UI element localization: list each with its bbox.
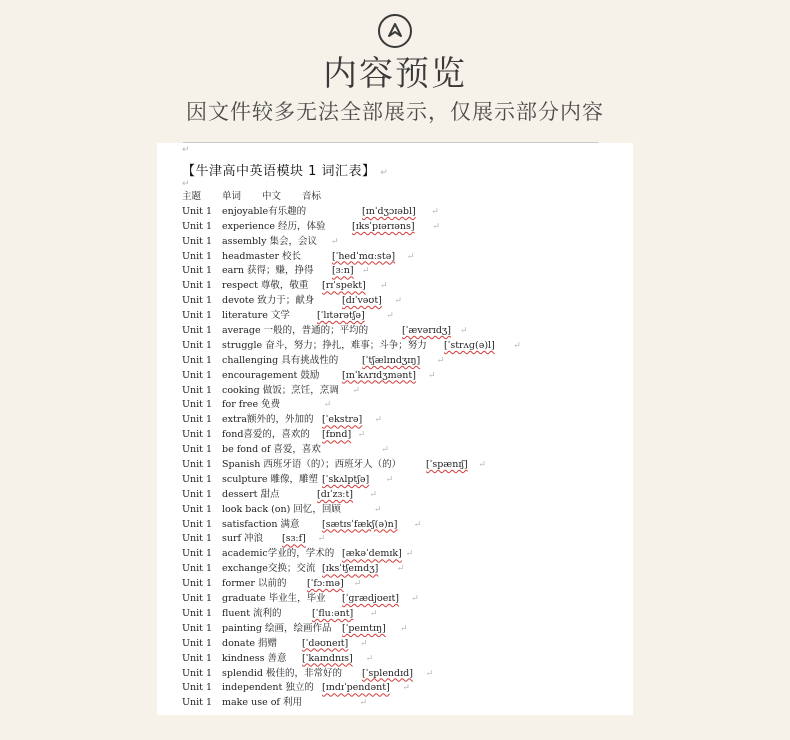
table-row xyxy=(182,443,622,458)
page-title: 内容预览 xyxy=(323,54,467,94)
word-cell: respect 尊敬，敬重 xyxy=(222,280,309,292)
paragraph-mark: ↵ xyxy=(386,311,394,322)
word-cell: satisfaction 满意 xyxy=(222,518,300,530)
paragraph-mark: ↵ xyxy=(460,326,468,337)
unit-cell: Unit 1 xyxy=(182,205,213,217)
table-row xyxy=(182,532,622,547)
table-row xyxy=(182,652,622,667)
unit-cell: Unit 1 xyxy=(182,295,213,307)
word-cell: devote 致力于；献身 xyxy=(222,295,315,307)
phonetic-cell: [ˈɡrædjʊeɪt] xyxy=(342,593,399,605)
phonetic-cell: [fɒnd] xyxy=(322,429,352,441)
paragraph-mark: ↵ xyxy=(400,623,408,634)
table-row xyxy=(182,577,622,592)
table-row xyxy=(182,384,622,399)
unit-cell: Unit 1 xyxy=(182,250,213,262)
table-row xyxy=(182,354,622,369)
table-row xyxy=(182,667,622,682)
paragraph-mark: ↵ xyxy=(478,460,486,471)
unit-cell: Unit 1 xyxy=(182,682,213,694)
phonetic-cell: [ˈkaɪndnɪs] xyxy=(302,652,353,664)
paragraph-mark: ↵ xyxy=(370,608,378,619)
phonetic-cell: [ˈlɪtərətʃə] xyxy=(317,310,365,322)
paragraph-mark: ↵ xyxy=(413,519,422,530)
table-row xyxy=(182,428,622,443)
word-cell: experience 经历，体验 xyxy=(222,220,326,232)
word-cell: enjoyable有乐趣的 xyxy=(222,205,307,217)
word-cell: fond喜爱的，喜欢的 xyxy=(222,429,310,441)
table-row xyxy=(182,294,622,309)
document-preview xyxy=(157,143,633,715)
table-row xyxy=(182,458,622,473)
word-cell: painting 绘画，绘画作品 xyxy=(222,622,332,634)
paragraph-mark: ↵ xyxy=(357,430,366,441)
phonetic-cell: [sætɪsˈfækʃ(ə)n] xyxy=(322,518,398,530)
paragraph-mark: ↵ xyxy=(317,534,326,545)
table-row xyxy=(182,220,622,235)
vocabulary-list xyxy=(182,190,622,711)
word-cell: earn 获得；赚，挣得 xyxy=(222,265,314,277)
phonetic-cell: [ˈhedˈmɑːstə] xyxy=(332,250,396,262)
unit-cell: Unit 1 xyxy=(182,518,213,530)
word-cell: assembly 集会，会议 xyxy=(222,235,318,247)
paragraph-mark: ↵ xyxy=(431,206,439,217)
word-cell: extra额外的，外加的 xyxy=(222,414,314,426)
word-cell: Spanish 西班牙语（的）；西班牙人（的） xyxy=(222,459,402,471)
table-row xyxy=(182,398,622,413)
table-row xyxy=(182,562,622,577)
unit-cell: Unit 1 xyxy=(182,235,213,247)
word-cell: challenging 具有挑战性的 xyxy=(222,354,339,366)
unit-cell: Unit 1 xyxy=(182,459,213,471)
paragraph-mark: ↵ xyxy=(394,296,402,307)
unit-cell: Unit 1 xyxy=(182,652,213,664)
paragraph-mark: ↵ xyxy=(425,668,434,679)
unit-cell: Unit 1 xyxy=(182,399,213,411)
unit-cell: Unit 1 xyxy=(182,488,213,500)
word-cell: graduate 毕业生，毕业 xyxy=(222,593,326,605)
unit-cell: Unit 1 xyxy=(182,354,213,366)
table-row xyxy=(182,250,622,265)
paragraph-mark: ↵ xyxy=(352,385,360,396)
page-subtitle: 因文件较多无法全部展示，仅展示部分内容 xyxy=(186,100,604,124)
unit-cell: Unit 1 xyxy=(182,265,213,277)
paragraph-mark: ↵ xyxy=(360,638,368,649)
word-cell: look back (on) 回忆，回顾 xyxy=(222,503,341,515)
paragraph-mark: ↵ xyxy=(374,415,382,426)
phonetic-cell: [ˈskʌlptʃə] xyxy=(322,473,370,485)
table-row xyxy=(182,488,622,503)
paragraph-mark: ↵ xyxy=(359,698,368,709)
word-cell: academic学业的，学术的 xyxy=(222,548,335,560)
word-cell: fluent 流利的 xyxy=(222,607,282,619)
unit-cell: Unit 1 xyxy=(182,339,213,351)
paragraph-mark: ↵ xyxy=(436,355,445,366)
paragraph-mark: ↵ xyxy=(406,251,415,262)
phonetic-cell: [ˈspænɪʃ] xyxy=(426,459,468,471)
paragraph-mark: ↵ xyxy=(374,504,382,515)
column-header: 单词 xyxy=(222,191,242,202)
table-row xyxy=(182,264,622,279)
paragraph-mark: ↵ xyxy=(369,489,377,500)
paragraph-mark: ↵ xyxy=(362,266,370,277)
phonetic-cell: [ɪnˈkʌrɪdʒmənt] xyxy=(342,369,416,381)
paragraph-mark: ↵ xyxy=(330,236,339,247)
word-cell: make use of 利用 xyxy=(222,697,302,709)
phonetic-cell: [ɜːn] xyxy=(332,265,354,277)
phonetic-cell: [dɪˈzɜːt] xyxy=(317,488,354,500)
paragraph-mark: ↵ xyxy=(402,683,410,694)
unit-cell: Unit 1 xyxy=(182,548,213,560)
table-row xyxy=(182,235,622,250)
preview-header xyxy=(0,0,790,140)
table-row xyxy=(182,607,622,622)
word-cell: former 以前的 xyxy=(222,578,287,590)
table-row xyxy=(182,637,622,652)
table-row xyxy=(182,324,622,339)
phonetic-cell: [dɪˈvəʊt] xyxy=(342,295,382,307)
column-header: 中文 xyxy=(262,191,282,202)
table-row xyxy=(182,681,622,696)
phonetic-cell: [ɪndɪˈpendənt] xyxy=(322,682,390,694)
phonetic-cell: [rɪˈspekt] xyxy=(322,280,366,292)
phonetic-cell: [ɪksˈpɪərɪəns] xyxy=(352,220,415,232)
table-row xyxy=(182,339,622,354)
phonetic-cell: [ɪksˈtʃeɪndʒ] xyxy=(322,563,379,575)
paragraph-mark: ↵ xyxy=(182,179,190,189)
phonetic-cell: [ækəˈdemɪk] xyxy=(342,548,402,560)
unit-cell: Unit 1 xyxy=(182,325,213,337)
paragraph-mark: ↵ xyxy=(405,549,414,560)
unit-cell: Unit 1 xyxy=(182,637,213,649)
unit-cell: Unit 1 xyxy=(182,503,213,515)
word-cell: struggle 奋斗，努力；挣扎，难事；斗争；努力 xyxy=(222,339,427,351)
table-row xyxy=(182,279,622,294)
word-cell: surf 冲浪 xyxy=(222,533,264,545)
unit-cell: Unit 1 xyxy=(182,414,213,426)
table-row xyxy=(182,473,622,488)
table-row xyxy=(182,309,622,324)
phonetic-cell: [ˈdəʊneɪt] xyxy=(302,637,349,649)
unit-cell: Unit 1 xyxy=(182,622,213,634)
table-row xyxy=(182,547,622,562)
word-cell: dessert 甜点 xyxy=(222,488,280,500)
paragraph-mark: ↵ xyxy=(513,340,521,351)
phonetic-cell: [sɜːf] xyxy=(282,533,306,545)
word-cell: headmaster 校长 xyxy=(222,250,302,262)
word-cell: splendid 极佳的，非常好的 xyxy=(222,667,342,679)
unit-cell: Unit 1 xyxy=(182,667,213,679)
column-header-row xyxy=(182,190,622,205)
unit-cell: Unit 1 xyxy=(182,429,213,441)
table-row xyxy=(182,592,622,607)
paragraph-mark: ↵ xyxy=(428,370,436,381)
word-cell: literature 文学 xyxy=(222,310,290,322)
word-cell: donate 捐赠 xyxy=(222,637,278,649)
word-cell: exchange交换；交流 xyxy=(222,563,316,575)
unit-cell: Unit 1 xyxy=(182,697,213,709)
unit-cell: Unit 1 xyxy=(182,533,213,545)
column-header: 音标 xyxy=(302,191,322,202)
unit-cell: Unit 1 xyxy=(182,280,213,292)
table-row xyxy=(182,518,622,533)
paragraph-mark: ↵ xyxy=(365,653,374,664)
document-title: 【牛津高中英语模块 1 词汇表】 ↵ xyxy=(182,164,389,179)
unit-cell: Unit 1 xyxy=(182,593,213,605)
phonetic-cell: [ˈekstrə] xyxy=(322,414,363,426)
unit-cell: Unit 1 xyxy=(182,444,213,456)
table-row xyxy=(182,622,622,637)
word-cell: kindness 善意 xyxy=(222,652,287,664)
word-cell: for free 免费 xyxy=(222,399,281,411)
table-row xyxy=(182,696,622,711)
unit-cell: Unit 1 xyxy=(182,220,213,232)
phonetic-cell: [ˈpeɪntɪŋ] xyxy=(342,622,386,634)
paragraph-mark: ↵ xyxy=(381,445,389,456)
unit-cell: Unit 1 xyxy=(182,607,213,619)
table-row xyxy=(182,413,622,428)
paragraph-mark: ↵ xyxy=(432,221,440,232)
phonetic-cell: [ˈfluːənt] xyxy=(312,607,354,619)
phonetic-cell: [ˈsplendɪd] xyxy=(362,667,413,679)
table-row xyxy=(182,369,622,384)
word-cell: sculpture 雕像，雕塑 xyxy=(222,473,319,485)
phonetic-cell: [ˈfɔːmə] xyxy=(307,578,344,590)
phonetic-cell: [ˈstrʌɡ(ə)l] xyxy=(444,339,495,351)
word-cell: be fond of 喜爱，喜欢 xyxy=(222,444,321,456)
paragraph-mark: ↵ xyxy=(380,281,388,292)
paragraph-mark: ↵ xyxy=(353,579,362,590)
word-cell: independent 独立的 xyxy=(222,682,314,694)
table-row xyxy=(182,503,622,518)
table-row xyxy=(182,205,622,220)
unit-cell: Unit 1 xyxy=(182,310,213,322)
paragraph-mark: ↵ xyxy=(396,564,405,575)
phonetic-cell: [ɪnˈdʒɔɪəbl] xyxy=(362,205,416,217)
phonetic-cell: [ˈævərɪdʒ] xyxy=(402,325,451,337)
column-header: 主题 xyxy=(182,191,202,202)
unit-cell: Unit 1 xyxy=(182,473,213,485)
word-cell: average 一般的，普通的；平均的 xyxy=(222,325,369,337)
paragraph-mark: ↵ xyxy=(411,594,419,605)
paragraph-mark: ↵ xyxy=(323,400,332,411)
unit-cell: Unit 1 xyxy=(182,563,213,575)
up-arrow-logo-icon xyxy=(378,14,412,48)
paragraph-mark: ↵ xyxy=(182,145,190,155)
word-cell: cooking 做饭；烹饪，烹调 xyxy=(222,384,339,396)
paragraph-mark: ↵ xyxy=(385,474,394,485)
unit-cell: Unit 1 xyxy=(182,384,213,396)
phonetic-cell: [ˈtʃælɪndʒɪŋ] xyxy=(362,354,421,366)
word-cell: encouragement 鼓励 xyxy=(222,369,320,381)
unit-cell: Unit 1 xyxy=(182,578,213,590)
unit-cell: Unit 1 xyxy=(182,369,213,381)
